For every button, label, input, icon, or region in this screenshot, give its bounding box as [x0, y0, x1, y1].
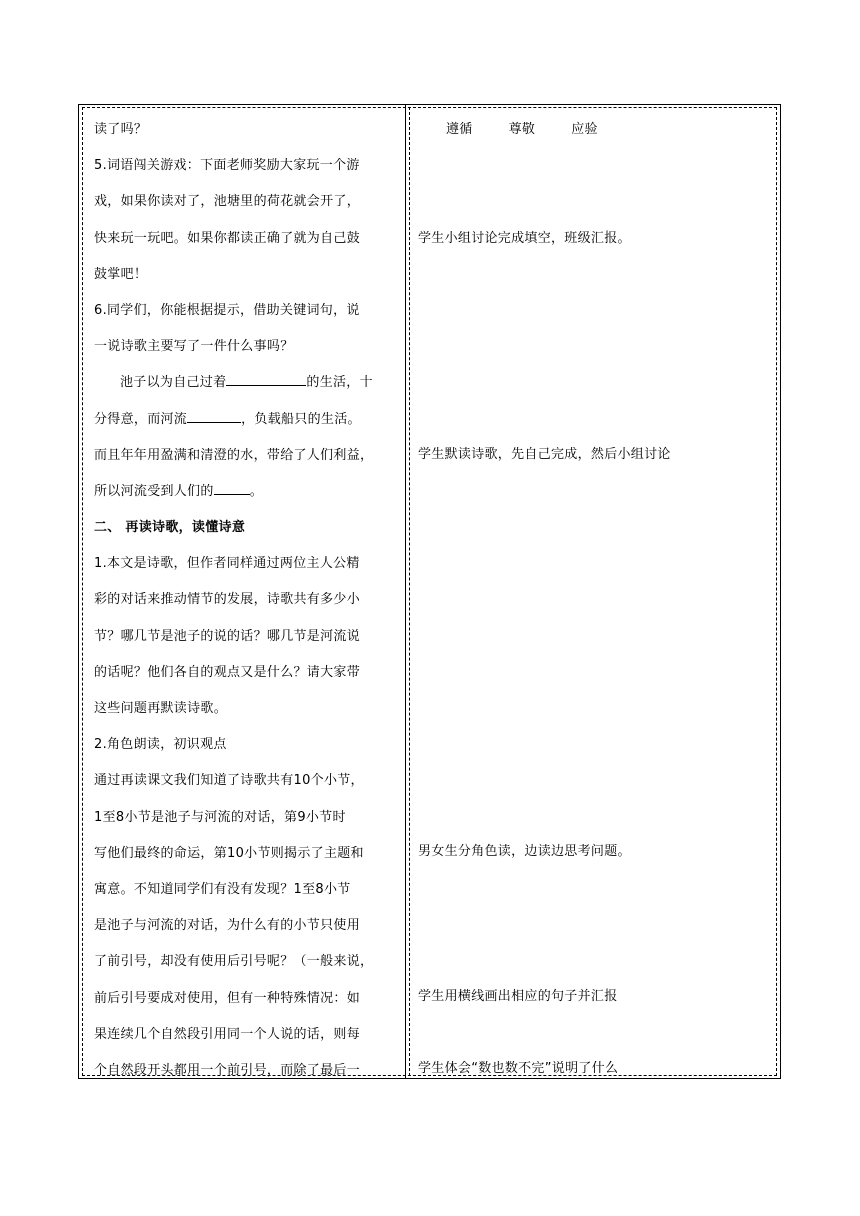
- word: 遵循: [446, 122, 473, 137]
- word: 应验: [571, 122, 598, 137]
- fill-blank-line: [94, 474, 400, 510]
- text-line: 是池子与河流的对话，为什么有的小节只使用: [94, 918, 361, 934]
- student-activity-note: 学生体会“数也数不完”说明了什么: [418, 1061, 619, 1076]
- text-line: 快来玩一玩吧。如果你都读正确了就为自己鼓: [94, 230, 361, 246]
- fill-text: 所以河流受到人们的: [94, 483, 214, 499]
- text-line: 鼓掌吧！: [94, 266, 148, 282]
- fill-blank-line: [94, 402, 400, 438]
- text-line: 戏，如果你读对了，池塘里的荷花就会开了，: [94, 194, 361, 210]
- student-activity-note: 学生用横线画出相应的句子并汇报: [418, 989, 618, 1004]
- text-line: 1至8小节是池子与河流的对话，第9小节时: [94, 809, 346, 825]
- top-dashed-border: [82, 107, 777, 108]
- text-line: 个自然段开头都用一个前引号，而除了最后一: [94, 1062, 361, 1078]
- blank-underline: [187, 408, 241, 423]
- text-line: 节？哪几节是池子的说的话？哪几节是河流说: [94, 628, 361, 644]
- text-line: 2.角色朗读，初识观点: [94, 737, 227, 753]
- student-activity-note: 男女生分角色读，边读边思考问题。: [418, 844, 631, 859]
- text-line: 通过再读课文我们知道了诗歌共有10个小节，: [94, 773, 364, 789]
- text-line: 一说诗歌主要写了一件什么事吗？: [94, 339, 294, 355]
- column-divider-dashed: [409, 107, 410, 1076]
- fill-text: ，负载船只的生活。: [241, 411, 361, 427]
- text-line: 6.同学们，你能根据提示，借助关键词句，说: [94, 302, 360, 318]
- word: 尊敬: [508, 122, 536, 137]
- student-activity-note: 学生默读诗歌，先自己完成，然后小组讨论: [418, 447, 671, 462]
- fill-text: 分得意，而河流: [94, 411, 188, 427]
- teacher-activity-column: [94, 112, 400, 1089]
- text-line: 而且年年用盈满和清澄的水，带给了人们利益，: [94, 447, 374, 463]
- text-line: 读了吗？: [94, 122, 148, 137]
- blank-underline: [226, 371, 306, 386]
- text-line: 前后引号要成对使用，但有一种特殊情况：如: [94, 990, 361, 1006]
- text-line: 了前引号，却没有使用后引号呢？（一般来说，: [94, 954, 374, 970]
- text-line: 写他们最终的命运，第10小节则揭示了主题和: [94, 845, 364, 861]
- left-dashed-border: [82, 107, 83, 1076]
- text-line: 果连续几个自然段引用同一个人说的话，则每: [94, 1026, 361, 1042]
- text-line: 彩的对话来推动情节的发展，诗歌共有多少小: [94, 592, 361, 608]
- fill-text: 池子以为自己过着: [120, 375, 227, 391]
- text-line: 5.词语闯关游戏：下面老师奖励大家玩一个游: [94, 158, 360, 174]
- text-line: 这些问题再默读诗歌。: [94, 701, 228, 716]
- fill-text: 的生活，十: [306, 375, 373, 391]
- vocabulary-words: [446, 112, 634, 148]
- column-divider: [405, 104, 406, 1079]
- fill-blank-line: [94, 365, 400, 401]
- text-line: 寓意。不知道同学们有没有发现？1至8小节: [94, 881, 351, 897]
- blank-underline: [214, 480, 250, 495]
- text-line: 的话呢？他们各自的观点又是什么？请大家带: [94, 664, 361, 680]
- section-heading: 二、 再读诗歌，读懂诗意: [94, 520, 246, 536]
- text-line: 1.本文是诗歌，但作者同样通过两位主人公精: [94, 556, 360, 572]
- student-activity-note: 学生小组讨论完成填空，班级汇报。: [418, 231, 631, 246]
- right-dashed-border: [776, 107, 777, 1076]
- fill-text: 。: [249, 483, 264, 499]
